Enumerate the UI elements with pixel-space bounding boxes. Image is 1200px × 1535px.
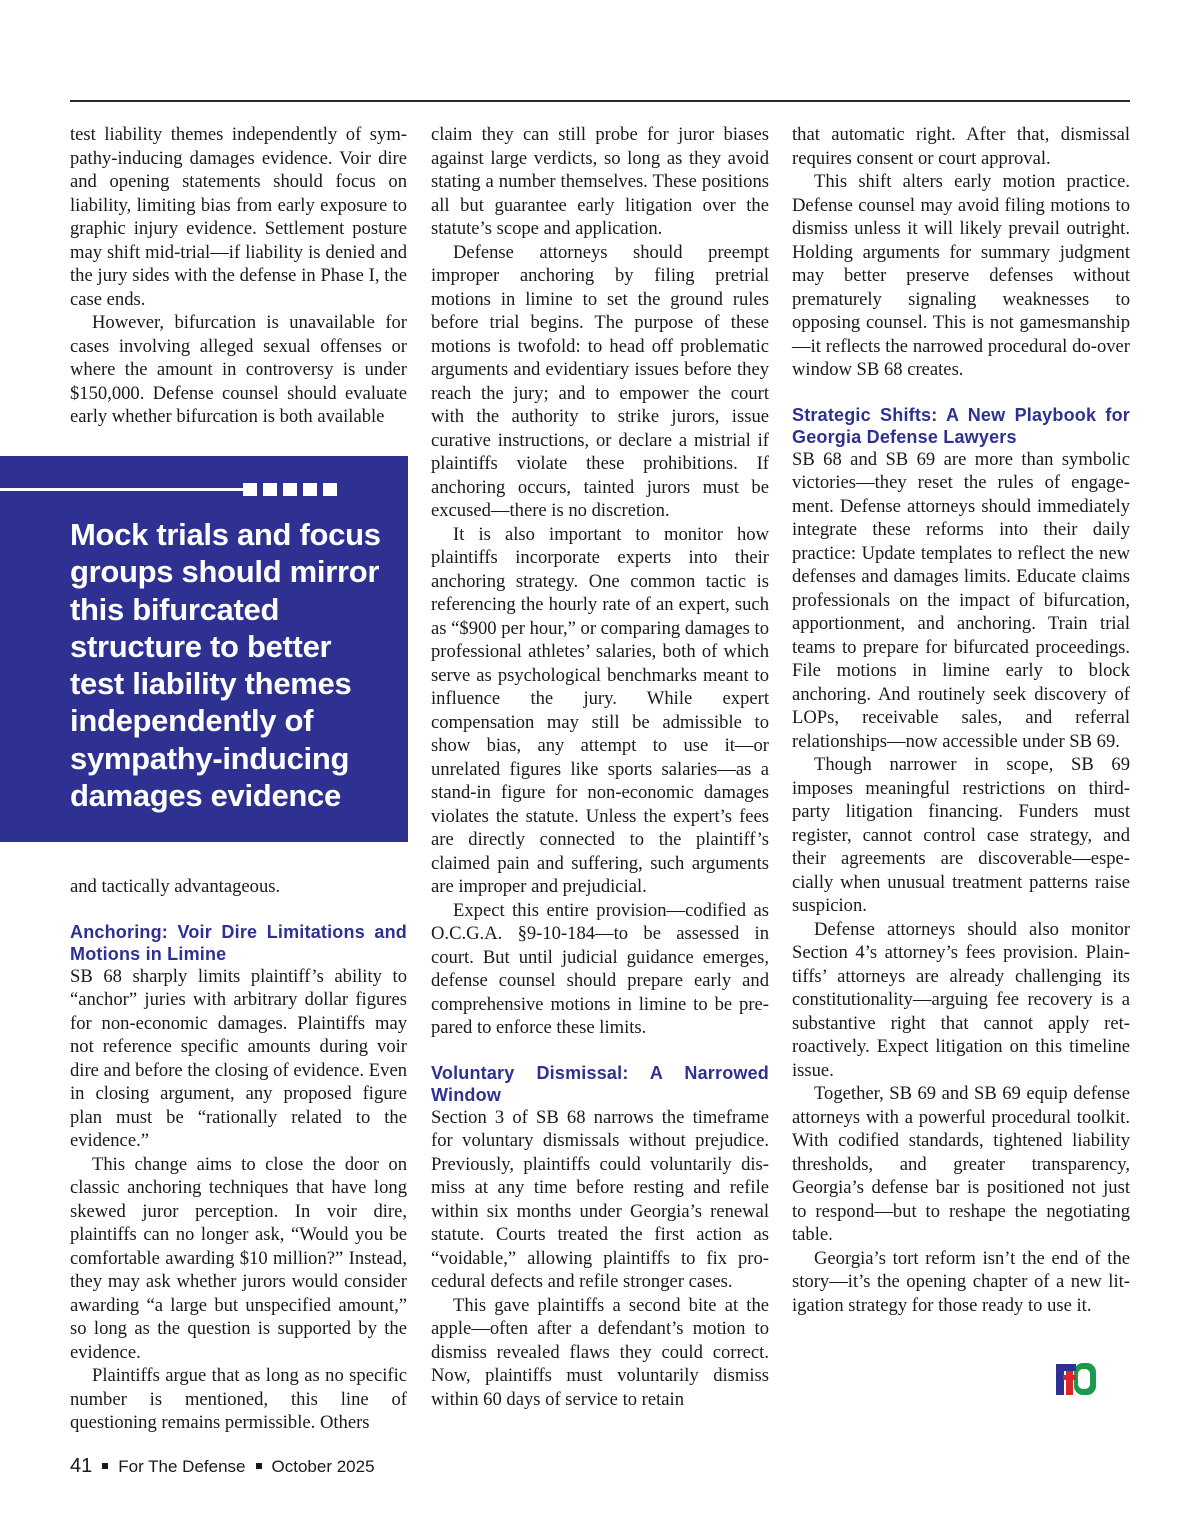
logo-d-counter [1078,1369,1090,1389]
page-footer [70,1455,375,1478]
column-3 [792,123,1130,1317]
square-ornament [303,483,317,496]
issue-date: October 2025 [271,1457,375,1476]
body-paragraph: Plaintiffs argue that as long as no specific number is mentioned, this line of questioning remains permissible. Others [70,1365,407,1433]
body-paragraph: SB 68 sharply limits plaintiff’s ability to “anchor” juries with arbitrary dollar figures for non-economic damages. Plaintiffs may not reference specific amounts during voir dire and before the closing of evidence. Even in closing argument, any proposed figure plan must be “rationally related to the evidence.” [70,965,407,1151]
body-paragraph: Defense attorneys should preempt improper anchoring by filing pretrial motions in limine to set the ground rules before trial begins. The purpose of these motions is twofold: to head off problematic arguments and evidentiary issues before they reach the jury; and to empower the court with the authority to strike jurors, issue curative instructions, or declare a mistrial if plaintiffs violate these prohibitions. If anchoring occurs, tainted jurors must be excused—there is no discretion. [431,241,769,521]
page-number: 41 [70,1455,93,1477]
body-paragraph: However, bifurcation is unavailable for cases involving alleged sexual offenses or where the amount in controversy is under $150,000. Defense counsel should evaluate early whether bifurcation is both available [70,312,407,427]
column-1-bottom [70,875,407,1435]
body-paragraph: This change aims to close the door on classic anchoring techniques that have long skewed juror perception. In voir dire, plaintiffs can no longer ask, “Would you be comfortable awarding $10 million?” Instead, they may ask whether jurors would consider awarding “a large but unspecified amount,” so long as the question is supported by the evidence. [70,1153,407,1363]
logo-t-stem [1066,1371,1073,1395]
body-paragraph: claim they can still probe for juror biases against large verdicts, so long as they avoid stating a number themselves. These positions all but guarantee early litigation over the statute’s scope and application. [431,124,769,239]
section-heading: Voluntary Dismissal: A Narrowed Window [431,1062,769,1105]
body-paragraph: It is also important to monitor how plaintiffs incorporate experts into their anchoring strategy. One common tactic is referencing the hourly rate of an expert, such as “$900 per hour,” or comparing damages to professional athletes’ salaries, both of which serve as psychological benchmarks meant to influence the jury. While expert compensation may still be admissible to show bias, any attempt to use it—or unrelated figures like sports salaries—as a stand-in figure for non-economic damages violates the statute. Unless the expert’s fees are directly connected to the plaintiff’s claimed pain and suffering, such arguments are improper and prejudicial. [431,523,769,897]
body-paragraph: This gave plaintiffs a second bite at the apple—often after a defendant’s motion to dismiss revealed flaws they could correct. Now, plaintiffs must voluntarily dismiss within 60 days of service to retain [431,1294,769,1410]
body-paragraph: that automatic right. After that, dismissal requires consent or court approval. [792,124,1130,169]
square-ornament [263,483,277,496]
pull-quote-text: Mock trials and focus groups should mirror this bifurcated structure to better test liability themes independently of sympathy-inducing damages evidence [70,517,381,814]
body-paragraph: Section 3 of SB 68 narrows the timeframe for voluntary dismissals without prejudice. Previously, plaintiffs could voluntarily dismiss at any time before resting and refile within six months under Georgia’s renewal statute. Courts treated the first action as “voidable,” allowing plaintiffs to fix procedural defects and refile stronger cases. [431,1106,769,1292]
square-ornament [323,483,337,496]
pull-quote-rule [0,488,243,491]
section-heading: Strategic Shifts: A New Playbook for Georgia Defense Lawyers [792,404,1130,447]
body-paragraph: test liability themes independently of sympathy-inducing damages evidence. Voir dire and opening statements should focus on liability, limiting bias from early exposure to graphic injury evidence. Settlement posture may shift mid-trial—if liability is denied and the jury sides with the defense in Phase I, the case ends. [70,124,407,310]
logo-t-bar [1063,1375,1076,1380]
pull-quote-box [0,456,408,842]
publication-name: For The Defense [118,1457,246,1476]
bullet-separator [256,1463,262,1469]
body-paragraph: Expect this entire provision—codified as O.C.G.A. §9-10-184—to be assessed in court. But until judicial guidance emerges, defense counsel should prepare early and comprehensive motions in limine to be prepared to enforce these limits. [431,899,769,1038]
pull-quote-squares [243,483,337,496]
body-paragraph: This shift alters early motion practice. Defense counsel may avoid filing motions to dismiss unless it will likely prevail outright. Holding arguments for summary judgment may better preserve defenses without prematurely signaling weaknesses to opposing counsel. This is not gamesmanship—it reflects the narrowed procedural do-over window SB 68 creates. [792,171,1130,380]
section-heading: Anchoring: Voir Dire Limitations and Motions in Limine [70,921,407,964]
top-rule [70,100,1130,102]
column-2 [431,123,769,1411]
bullet-separator [102,1463,108,1469]
body-paragraph: Georgia’s tort reform isn’t the end of the story—it’s the opening chapter of a new litigation strategy for those ready to use it. [792,1247,1130,1316]
body-paragraph: Though narrower in scope, SB 69 imposes meaningful restrictions on third-party litigation financing. Funders must register, cannot control case strategy, and their agreements are discoverable—especially when unusual treatment patterns raise suspicion. [792,754,1130,916]
square-ornament [243,483,257,496]
body-paragraph: SB 68 and SB 69 are more than symbolic victories—they reset the rules of engagement. Defense attorneys should immediately integrate these reforms into their daily practice: Update templates to reflect the new defenses and damages limits. Educate claims professionals on the impact of bifurcation, apportionment, and anchoring. Train trial teams to prepare for bifurcated proceedings. File motions in limine early to block anchoring. And routinely seek discovery of LOPs, receivable sales, and referral relationships—now accessible under SB 69. [792,448,1130,752]
logo-f-bar [1056,1364,1076,1371]
body-paragraph: Defense attorneys should also monitor Section 4’s attorney’s fees provision. Plaintiffs’ attorneys are already challenging its constitutionality—arguing fee recovery is a substantive right that cannot apply retroactively. Expect litigation on this timeline issue. [792,918,1130,1081]
square-ornament [283,483,297,496]
column-1-top [70,123,407,429]
body-paragraph: and tactically advantageous. [70,876,281,897]
ftd-logo-icon [1054,1362,1098,1396]
body-paragraph: Together, SB 69 and SB 69 equip defense attorneys with a powerful procedural toolkit. With codified standards, tightened liability thresholds, and greater transparency, Georgia’s defense bar is positioned not just to respond—but to reshape the negotiating table. [792,1083,1130,1245]
